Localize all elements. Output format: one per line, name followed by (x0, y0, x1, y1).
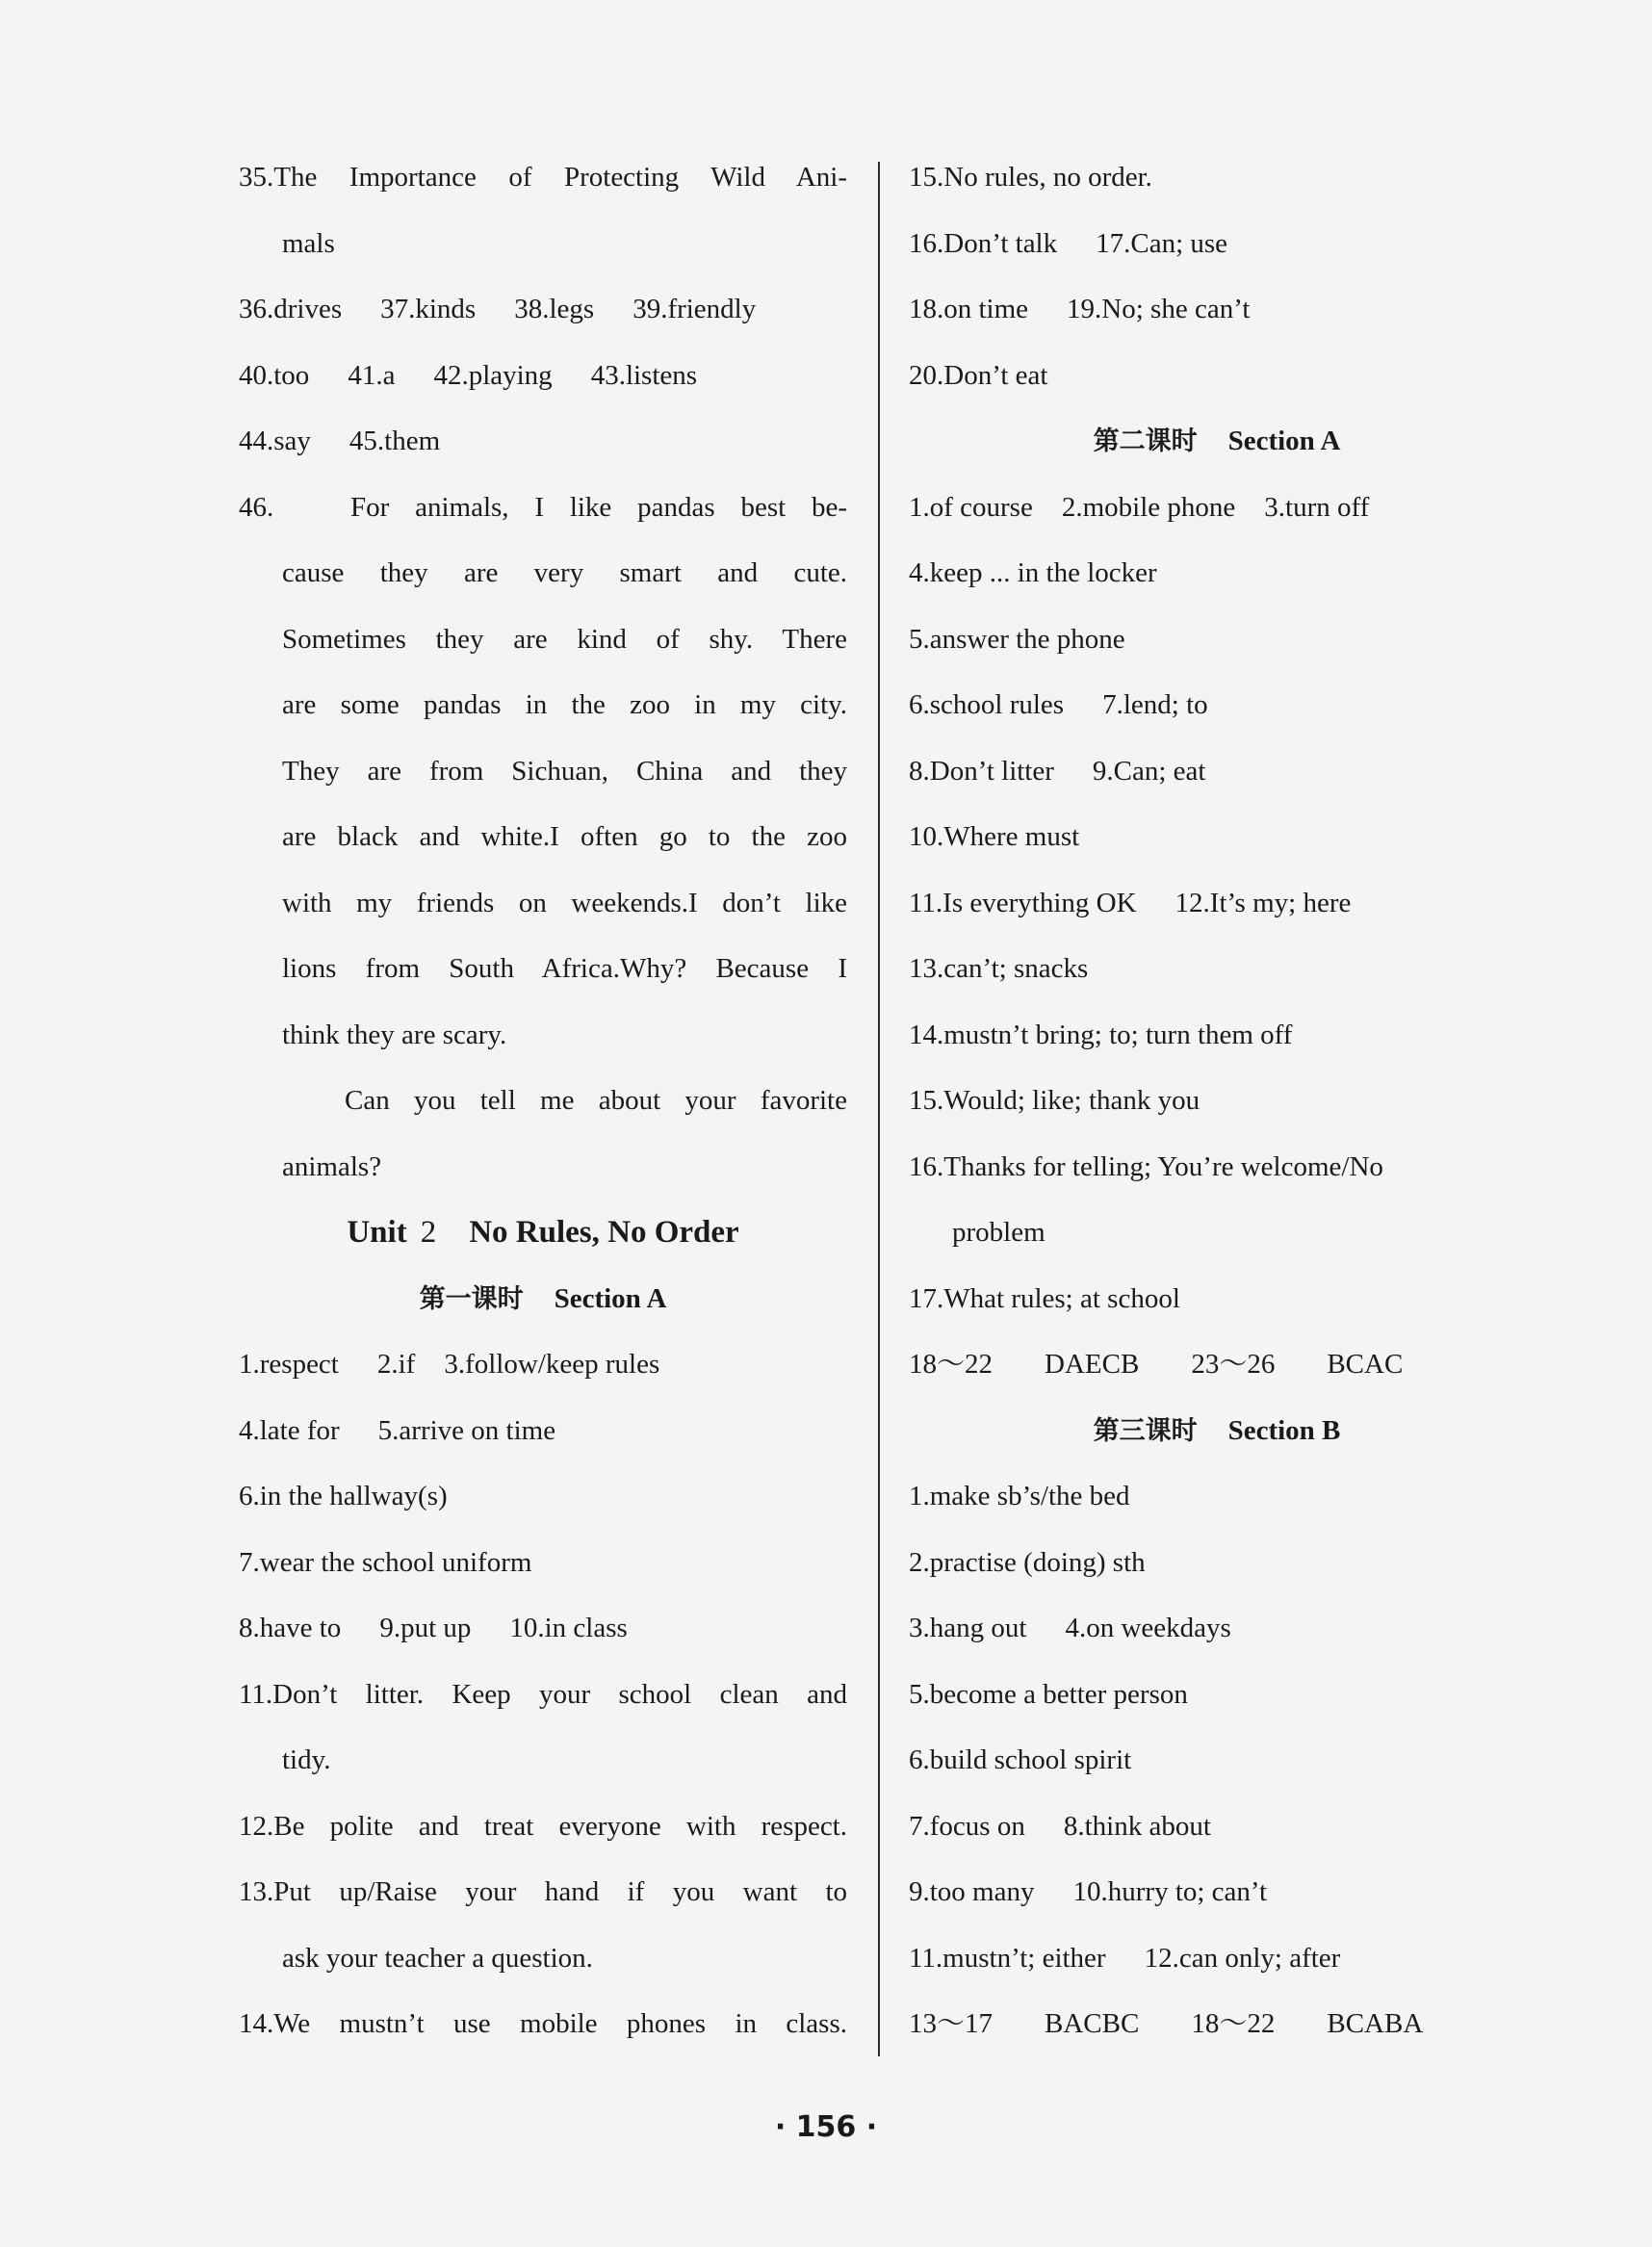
answer-13: 13.Put up/Raise your hand if you want to (239, 1876, 847, 1907)
column-divider (878, 162, 880, 2056)
answers-11-12: 11.Is everything OK 12.It’s my; here (909, 887, 1352, 918)
answers-18-26: 18～22 DAECB 23～26 BCAC (909, 1349, 1404, 1380)
essay-line: are some pandas in the zoo in my city. (282, 689, 847, 720)
answers-4-5: 4.late for 5.arrive on time (239, 1414, 556, 1446)
section-heading-3: 第三课时 Section B (1093, 1414, 1341, 1446)
unit-heading: Unit 2 No Rules, No Order (347, 1215, 739, 1250)
answer-6: 6.in the hallway(s) (239, 1481, 448, 1511)
answer-4: 4.keep ... in the locker (909, 557, 1157, 588)
answer-5: 5.become a better person (909, 1678, 1188, 1710)
essay-line: Sometimes they are kind of shy. There (282, 623, 847, 655)
answer-16: 16.Thanks for telling; You’re welcome/No (909, 1150, 1383, 1182)
answer-15: 15.Would; like; thank you (909, 1085, 1200, 1116)
answers-1-3: 1.of course 2.mobile phone 3.turn off (909, 491, 1370, 523)
answer-13-cont: ask your teacher a question. (282, 1942, 593, 1974)
answers-18-19: 18.on time 19.No; she can’t (909, 294, 1251, 324)
answer-35: 35.The Importance of Protecting Wild Ani- (239, 162, 847, 193)
answer-10: 10.Where must (909, 821, 1080, 852)
essay-line: are black and white.I often go to the zoo (282, 821, 847, 852)
answers-3-4: 3.hang out 4.on weekdays (909, 1613, 1231, 1643)
answers-44-45: 44.say 45.them (239, 426, 441, 456)
answer-6: 6.build school spirit (909, 1744, 1132, 1775)
essay-line: Can you tell me about your favorite (345, 1085, 847, 1116)
answer-13: 13.can’t; snacks (909, 953, 1089, 984)
answer-1: 1.make sb’s/the bed (909, 1481, 1130, 1511)
answers-16-17: 16.Don’t talk 17.Can; use (909, 227, 1228, 259)
essay-line: think they are scary. (282, 1019, 507, 1050)
answer-2: 2.practise (doing) sth (909, 1546, 1146, 1578)
answer-14: 14.We mustn’t use mobile phones in class. (239, 2008, 847, 2039)
answer-46-start: 46. For animals, I like pandas best be- (239, 491, 847, 523)
essay-line: lions from South Africa.Why? Because I (282, 953, 847, 984)
page-number: · 156 · (774, 2110, 878, 2144)
answers-11-12: 11.mustn’t; either 12.can only; after (909, 1942, 1341, 1974)
answers-9-10: 9.too many 10.hurry to; can’t (909, 1876, 1268, 1907)
answer-14: 14.mustn’t bring; to; turn them off (909, 1019, 1293, 1050)
answer-17: 17.What rules; at school (909, 1282, 1180, 1314)
answers-8-10: 8.have to 9.put up 10.in class (239, 1613, 628, 1643)
left-column (239, 144, 847, 2057)
answer-20: 20.Don’t eat (909, 359, 1048, 391)
answer-11: 11.Don’t litter. Keep your school clean and (239, 1678, 847, 1710)
essay-line: with my friends on weekends.I don’t like (282, 887, 847, 918)
answer-5: 5.answer the phone (909, 623, 1125, 655)
answer-12: 12.Be polite and treat everyone with respect. (239, 1810, 847, 1842)
section-heading-1: 第一课时 Section A (419, 1282, 667, 1314)
answers-13-22: 13～17 BACBC 18～22 BCABA (909, 2008, 1424, 2039)
essay-line: animals? (282, 1150, 382, 1182)
answer-11-cont: tidy. (282, 1744, 331, 1775)
answers-36-39: 36.drives 37.kinds 38.legs 39.friendly (239, 294, 757, 324)
answer-7: 7.wear the school uniform (239, 1546, 532, 1578)
answers-1-3: 1.respect 2.if 3.follow/keep rules (239, 1349, 660, 1380)
essay-line: They are from Sichuan, China and they (282, 755, 847, 787)
answers-40-43: 40.too 41.a 42.playing 43.listens (239, 359, 698, 391)
section-heading-2: 第二课时 Section A (1093, 426, 1341, 456)
answers-6-7: 6.school rules 7.lend; to (909, 689, 1208, 720)
essay-line: cause they are very smart and cute. (282, 557, 847, 588)
answer-16-cont: problem (952, 1217, 1045, 1248)
answer-15: 15.No rules, no order. (909, 162, 1152, 193)
answers-8-9: 8.Don’t litter 9.Can; eat (909, 755, 1206, 787)
right-column (909, 144, 1525, 2057)
answers-7-8: 7.focus on 8.think about (909, 1810, 1211, 1842)
answer-35-cont: mals (282, 227, 335, 259)
